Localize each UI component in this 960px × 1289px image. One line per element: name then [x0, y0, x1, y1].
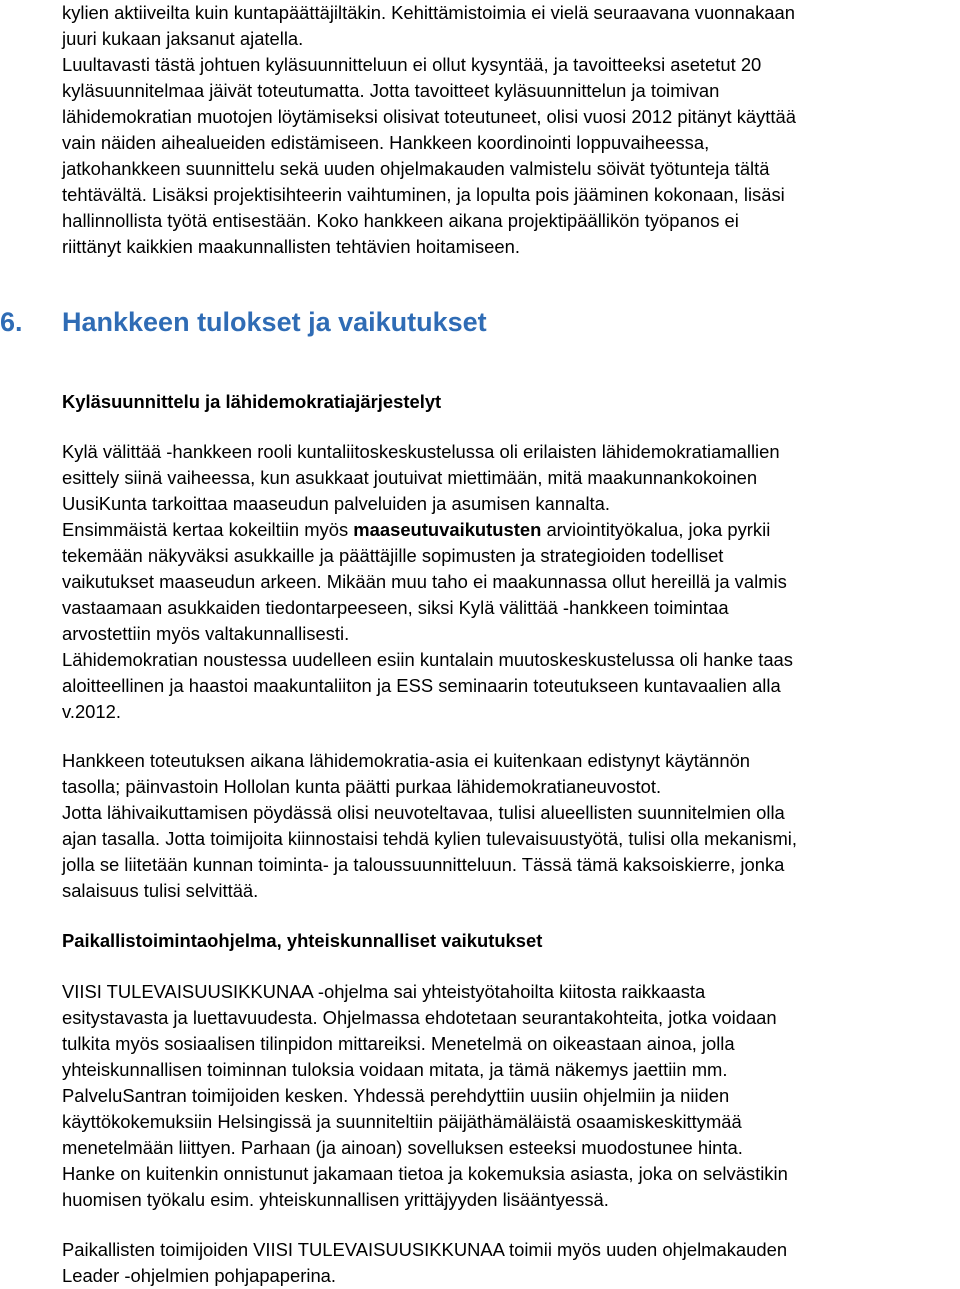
intro-text — [62, 0, 796, 260]
text-line: PalveluSantran toimijoiden kesken. Yhdessä perehdyttiin uusiin ohjelmiin ja niiden — [62, 1085, 730, 1106]
text-run: Ensimmäistä kertaa kokeiltiin myös — [62, 519, 354, 540]
section-number: 6. — [0, 307, 23, 337]
text-line: UusiKunta tarkoittaa maaseudun palveluiden ja asumisen kannalta. — [62, 493, 610, 514]
paragraph-text — [62, 748, 797, 904]
subheading-2 — [62, 928, 542, 954]
text-line: juuri kukaan jaksanut ajatella. — [62, 28, 304, 49]
text-line: Kylä välittää -hankkeen rooli kuntaliitoskeskustelussa oli erilaisten lähidemokratiamallien — [62, 441, 780, 462]
text-line: esitystavasta ja luettavuudesta. Ohjelmassa ehdotetaan seurantakohteita, jotka voidaan — [62, 1007, 777, 1028]
text-line: tehtävältä. Lisäksi projektisihteerin vaihtuminen, ja lopulta pois jääminen kokonaan, lisäsi — [62, 184, 785, 205]
text-line: tekemään näkyväksi asukkaille ja päättäjille sopimusten ja strategioiden todelliset — [62, 545, 724, 566]
text-line: Jotta lähivaikuttamisen pöydässä olisi neuvoteltavaa, tulisi alueellisten suunnitelmien olla — [62, 802, 785, 823]
text-line: esittely siinä vaiheessa, kun asukkaat joutuivat miettimään, mitä maakunnankokoinen — [62, 467, 758, 488]
text-line: arvostettiin myös valtakunnallisesti. — [62, 623, 350, 644]
text-line: kyläsuunnitelmaa jäivät toteutumatta. Jotta tavoitteet kyläsuunnittelun ja toimivan — [62, 80, 720, 101]
text-line: Hankkeen toteutuksen aikana lähidemokratia-asia ei kuitenkaan edistynyt käytännön — [62, 750, 751, 771]
subheading-title: Paikallistoimintaohjelma, yhteiskunnalliset vaikutukset — [62, 930, 543, 951]
section-title-text: Hankkeen tulokset ja vaikutukset — [62, 307, 487, 337]
text-line: Leader -ohjelmien pohjapaperina. — [62, 1265, 337, 1286]
sub1-paragraph-1 — [62, 439, 793, 725]
subheading-1 — [62, 389, 441, 415]
text-line: riittänyt kaikkien maakunnallisten tehtävien hoitamiseen. — [62, 236, 520, 257]
intro-paragraph — [62, 0, 796, 260]
sub1-paragraph-3 — [62, 748, 797, 904]
sub2-paragraph-1 — [62, 979, 788, 1213]
text-line: Lähidemokratian noustessa uudelleen esiin kuntalain muutoskeskustelussa oli hanke taas — [62, 649, 793, 670]
text-line: tulkita myös sosiaalisen tilinpidon mittareiksi. Menetelmä on oikeastaan ainoa, jolla — [62, 1033, 735, 1054]
text-line: ajan tasalla. Jotta toimijoita kiinnostaisi tehdä kylien tulevaisuustyötä, tulisi olla mekanismi, — [62, 828, 797, 849]
text-line: VIISI TULEVAISUUSIKKUNAA -ohjelma sai yhteistyötahoilta kiitosta raikkaasta — [62, 981, 706, 1002]
text-line: vain näiden aihealueiden edistämiseen. Hankkeen koordinointi loppuvaiheessa, — [62, 132, 710, 153]
text-run: arviointityökalua, joka pyrkii — [541, 519, 771, 540]
sub2-paragraph-2 — [62, 1237, 787, 1289]
text-line: salaisuus tulisi selvittää. — [62, 880, 259, 901]
text-line: lähidemokratian muotojen löytämiseksi olisivat toteutuneet, olisi vuosi 2012 pitänyt käyttää — [62, 106, 796, 127]
text-line: hallinnollista työtä entisestään. Koko hankkeen aikana projektipäällikön työpanos ei — [62, 210, 739, 231]
text-line: vastaamaan asukkaiden tiedontarpeeseen, siksi Kylä välittää -hankkeen toimintaa — [62, 597, 729, 618]
subheading-title: Kyläsuunnittelu ja lähidemokratiajärjestelyt — [62, 391, 442, 412]
paragraph-text — [62, 979, 788, 1213]
text-line: Paikallisten toimijoiden VIISI TULEVAISUUSIKKUNAA toimii myös uuden ohjelmakauden — [62, 1239, 788, 1260]
section-title — [0, 305, 487, 339]
text-line: aloitteellinen ja haastoi maakuntaliiton ja ESS seminaarin toteutukseen kuntavaalien alla — [62, 675, 781, 696]
text-line: jatkohankkeen suunnittelu sekä uuden ohjelmakauden valmistelu söivät työtunteja tältä — [62, 158, 770, 179]
section-heading — [0, 305, 487, 339]
text-line: vaikutukset maaseudun arkeen. Mikään muu taho ei maakunnassa ollut hereillä ja valmis — [62, 571, 787, 592]
text-line: kylien aktiiveilta kuin kuntapäättäjiltäkin. Kehittämistoimia ei vielä seuraavana vuonnakaan — [62, 2, 795, 23]
text-line: jolla se liitetään kunnan toiminta- ja taloussuunnitteluun. Tässä tämä kaksoiskierre, jonka — [62, 854, 785, 875]
paragraph-text — [62, 1237, 787, 1289]
text-line: huomisen työkalu esim. yhteiskunnallisen yrittäjyyden lisääntyessä. — [62, 1189, 609, 1210]
text-line: menetelmään liittyen. Parhaan (ja ainoan) sovelluksen esteeksi muodostunee hinta. — [62, 1137, 743, 1158]
text-line: tasolla; päinvastoin Hollolan kunta päätti purkaa lähidemokratianeuvostot. — [62, 776, 662, 797]
text-line: v.2012. — [62, 701, 121, 722]
text-line: yhteiskunnallisen toiminnan tuloksia voidaan mitata, ja tämä näkemys jaettiin mm. — [62, 1059, 728, 1080]
text-line: käyttökokemuksiin Helsingissä ja suunniteltiin päijäthämäläistä osaamiskeskittymää — [62, 1111, 742, 1132]
bold-term: maaseutuvaikutusten — [353, 519, 542, 540]
text-line: Hanke on kuitenkin onnistunut jakamaan tietoa ja kokemuksia asiasta, joka on selvästikin — [62, 1163, 788, 1184]
paragraph-text — [62, 439, 793, 725]
text-line: Luultavasti tästä johtuen kyläsuunnitteluun ei ollut kysyntää, ja tavoitteeksi asetetut 20 — [62, 54, 762, 75]
text-line-mixed — [62, 517, 793, 543]
